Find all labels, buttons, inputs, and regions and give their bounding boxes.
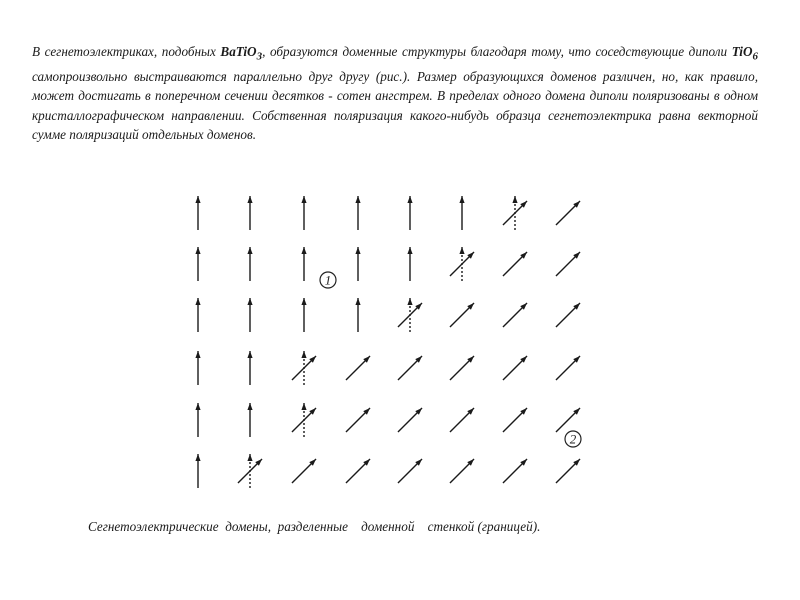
dipole-arrow-vertical	[247, 351, 252, 385]
dipole-arrow-diagonal	[346, 356, 370, 380]
dipole-arrow-vertical	[407, 247, 412, 281]
dipole-arrow-vertical	[459, 196, 464, 230]
dipole-arrow-diagonal	[556, 459, 580, 483]
dipole-arrow-diagonal	[556, 356, 580, 380]
dipole-arrow-vertical	[195, 351, 200, 385]
body-paragraph	[32, 42, 758, 145]
dipole-arrow-diagonal	[503, 408, 527, 432]
dipole-arrow-vertical	[301, 196, 306, 230]
formula-batio3: BaTiO$_3$	[220, 44, 263, 63]
domain-figure	[180, 188, 660, 488]
dipole-arrow-vertical	[301, 247, 306, 281]
dipole-arrow-diagonal	[450, 303, 474, 327]
domain-wall-dipole	[292, 351, 316, 385]
svg-text:1: 1	[324, 272, 332, 288]
figure-caption: Сегнетоэлектрические домены, разделенные доменной стенкой (границей).	[88, 519, 541, 534]
svg-text:2: 2	[569, 431, 577, 447]
dipole-arrow-vertical	[355, 298, 360, 332]
domain-wall-dipole	[503, 196, 527, 230]
dipole-arrow-vertical	[407, 196, 412, 230]
dipole-arrow-diagonal	[398, 408, 422, 432]
dipole-arrow-diagonal	[503, 459, 527, 483]
dipole-arrow-vertical	[247, 196, 252, 230]
dipole-arrow-diagonal	[292, 459, 316, 483]
dipole-arrow-vertical	[247, 403, 252, 437]
dipole-arrows	[195, 196, 580, 488]
dipole-arrow-vertical	[355, 196, 360, 230]
dipole-arrow-diagonal	[556, 201, 580, 225]
dipole-arrow-vertical	[195, 403, 200, 437]
dipole-arrow-diagonal	[503, 252, 527, 276]
formula-tio6: TiO$_6$	[731, 44, 758, 63]
dipole-arrow-vertical	[301, 298, 306, 332]
domain-marker-1	[320, 272, 336, 288]
domain-wall-dipole	[450, 247, 474, 281]
domain-wall-dipole	[292, 403, 316, 437]
dipole-arrow-diagonal	[503, 303, 527, 327]
dipole-arrow-diagonal	[346, 459, 370, 483]
dipole-arrow-vertical	[195, 454, 200, 488]
domain-marker-2	[565, 431, 581, 447]
dipole-arrow-vertical	[195, 298, 200, 332]
dipole-arrow-diagonal	[450, 408, 474, 432]
dipole-arrow-vertical	[355, 247, 360, 281]
dipole-arrow-diagonal	[346, 408, 370, 432]
dipole-arrow-vertical	[195, 247, 200, 281]
domain-wall-dipole	[238, 454, 262, 488]
dipole-arrow-vertical	[247, 298, 252, 332]
dipole-arrow-diagonal	[398, 459, 422, 483]
paragraph-text-3: самопроизвольно выстраиваются параллельно друг другу (рис.). Размер образующихся доменов различен, но, как правило, может достигать в поперечном сечении десятков - сотен ангстрем. В пределах одного домена диполи поляризованы в одном кристаллографическом направлении. Собственная поляризация какого-нибудь образца сегнетоэлектрика равна векторной сумме поляризаций отдельных доменов.	[32, 69, 758, 143]
dipole-arrow-diagonal	[450, 356, 474, 380]
dipole-arrow-diagonal	[556, 303, 580, 327]
domain-wall-dipole	[398, 298, 422, 332]
dipole-arrow-diagonal	[556, 252, 580, 276]
dipole-arrow-vertical	[195, 196, 200, 230]
dipole-arrow-diagonal	[503, 356, 527, 380]
paragraph-text-1: В сегнетоэлектриках, подобных	[32, 44, 221, 59]
paragraph-text-2: , образуются доменные структуры благодаря тому, что соседствующие диполи	[262, 44, 732, 59]
dipole-arrow-diagonal	[398, 356, 422, 380]
dipole-arrow-diagonal	[450, 459, 474, 483]
dipole-arrow-diagonal	[556, 408, 580, 432]
dipole-arrow-vertical	[247, 247, 252, 281]
